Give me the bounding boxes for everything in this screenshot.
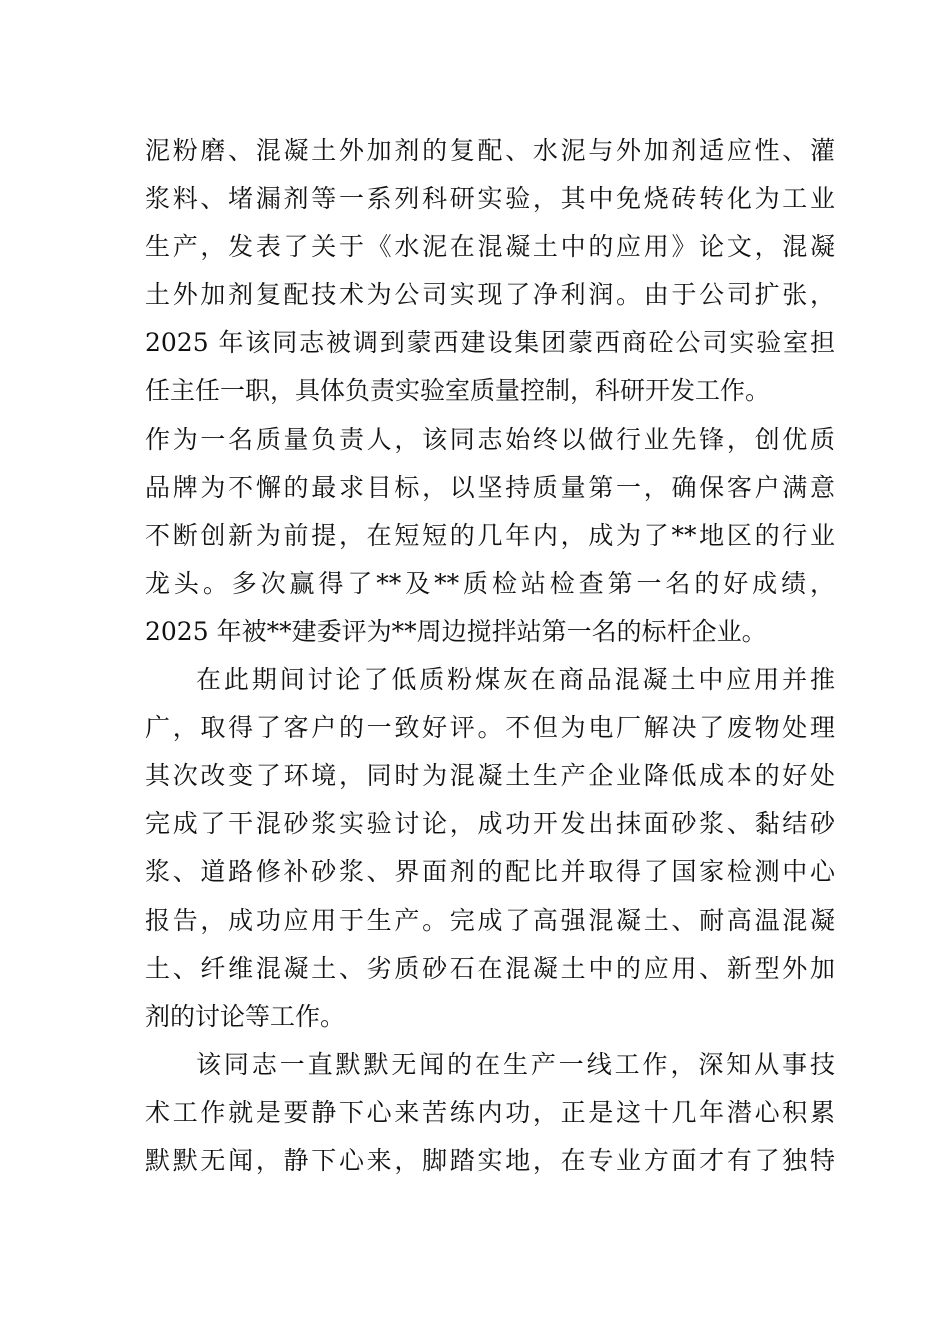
text-line: 生产，发表了关于《水泥在混凝土中的应用》论文，混凝	[145, 232, 835, 262]
text-line: 完成了干混砂浆实验讨论，成功开发出抹面砂浆、黏结砂	[145, 809, 835, 839]
text-line: 2025 年该同志被调到蒙西建设集团蒙西商砼公司实验室担	[145, 328, 835, 358]
text-line: 2025 年被**建委评为**周边搅拌站第一名的标杆企业。	[145, 616, 767, 646]
text-line: 品牌为不懈的最求目标，以坚持质量第一，确保客户满意	[145, 472, 835, 502]
text-line: 其次改变了环境，同时为混凝土生产企业降低成本的好处	[145, 761, 835, 791]
text-line: 广，取得了客户的一致好评。不但为电厂解决了废物处理	[145, 713, 835, 743]
text-line: 任主任一职，具体负责实验室质量控制，科研开发工作。	[145, 376, 771, 406]
paragraph-first-line: 在此期间讨论了低质粉煤灰在商品混凝土中应用并推	[196, 665, 835, 695]
text-line: 报告，成功应用于生产。完成了高强混凝土、耐高温混凝	[145, 905, 835, 935]
body-text	[145, 127, 835, 1185]
text-line: 作为一名质量负责人，该同志始终以做行业先锋，创优质	[145, 424, 835, 454]
text-line: 术工作就是要静下心来苦练内功，正是这十几年潜心积累	[145, 1097, 835, 1127]
text-line: 土外加剂复配技术为公司实现了净利润。由于公司扩张，	[145, 280, 835, 310]
text-line: 泥粉磨、混凝土外加剂的复配、水泥与外加剂适应性、灌	[145, 136, 835, 165]
text-line: 不断创新为前提，在短短的几年内，成为了**地区的行业	[145, 520, 835, 550]
text-line: 默默无闻，静下心来，脚踏实地，在专业方面才有了独特	[145, 1145, 835, 1175]
text-line: 浆料、堵漏剂等一系列科研实验，其中免烧砖转化为工业	[145, 184, 835, 214]
paragraph-first-line: 该同志一直默默无闻的在生产一线工作，深知从事技	[196, 1049, 835, 1079]
text-line: 浆、道路修补砂浆、界面剂的配比并取得了国家检测中心	[145, 857, 835, 887]
text-line: 龙头。多次赢得了**及**质检站检查第一名的好成绩，	[145, 568, 835, 598]
text-line: 剂的讨论等工作。	[145, 1001, 346, 1031]
text-line: 土、纤维混凝土、劣质砂石在混凝土中的应用、新型外加	[145, 953, 835, 983]
